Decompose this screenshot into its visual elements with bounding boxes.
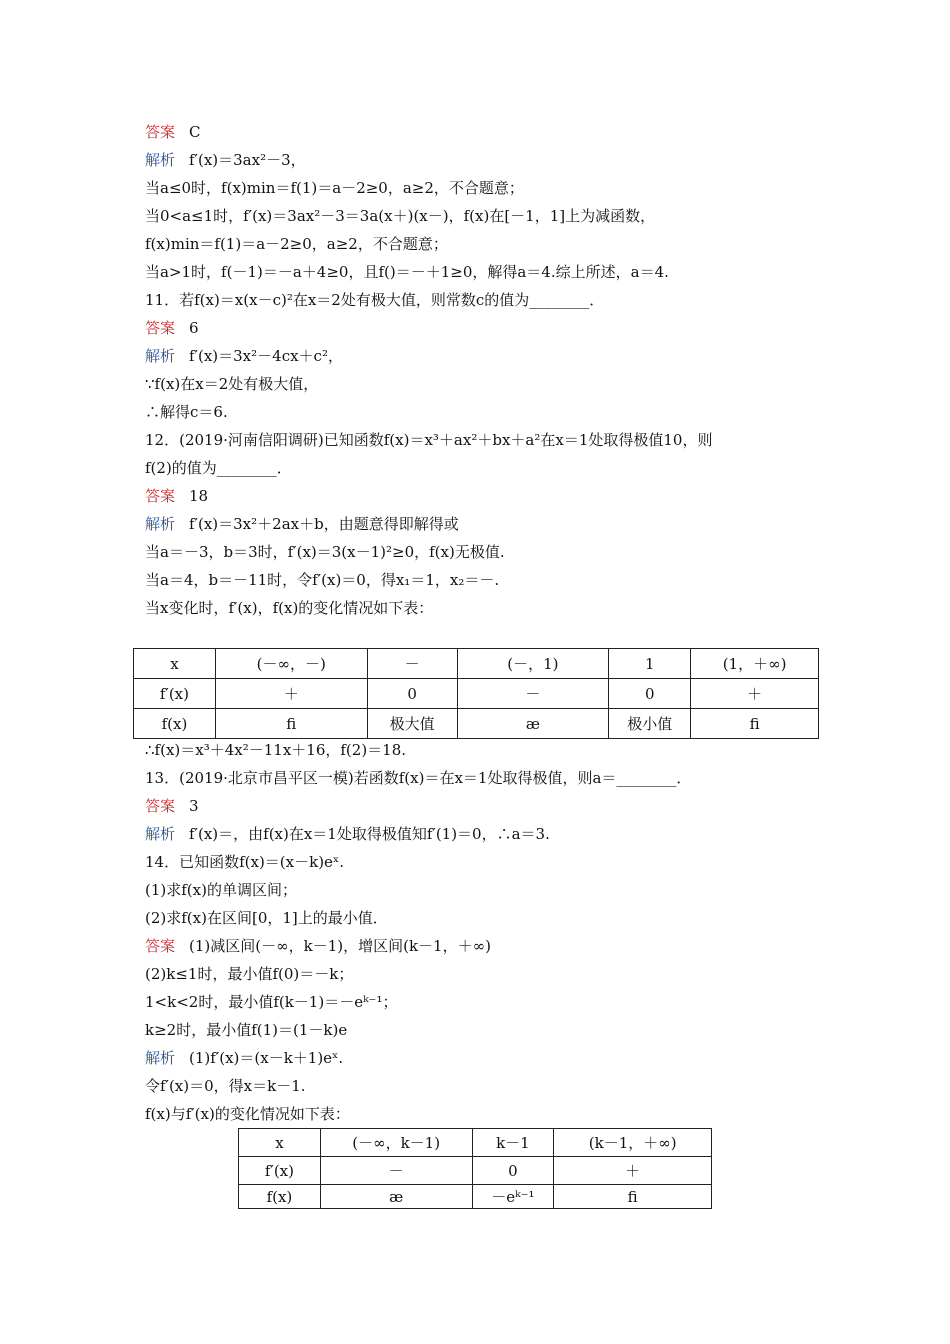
table-cell: æ bbox=[457, 709, 609, 739]
table-cell: － bbox=[367, 649, 457, 679]
text-line bbox=[145, 1020, 347, 1040]
table-cell: (k－1，＋∞) bbox=[554, 1129, 712, 1157]
answer-label: 答案 bbox=[145, 797, 176, 815]
text-line bbox=[145, 1048, 343, 1068]
text-line bbox=[145, 964, 353, 984]
line-text: f′(x)＝3ax²－3， bbox=[189, 151, 306, 169]
table-cell: ﬁ bbox=[215, 709, 367, 739]
answer-label: 答案 bbox=[145, 937, 176, 955]
table-cell: 0 bbox=[472, 1157, 554, 1185]
text-line bbox=[145, 346, 343, 366]
analysis-label: 解析 bbox=[145, 515, 176, 533]
text-line bbox=[145, 542, 505, 562]
table-row bbox=[134, 679, 819, 709]
table-cell: f′(x) bbox=[134, 679, 216, 709]
line-text: k≥2时，最小值f(1)＝(1－k)e bbox=[145, 1021, 348, 1039]
table-cell: 极大值 bbox=[367, 709, 457, 739]
table-cell: (－∞，－) bbox=[215, 649, 367, 679]
text-line bbox=[145, 262, 669, 282]
line-text: 当x变化时，f′(x)，f(x)的变化情况如下表： bbox=[145, 599, 434, 617]
text-line bbox=[145, 402, 228, 422]
line-text: 当a>1时，f(－1)＝－a＋4≥0，且f()＝－＋1≥0，解得a＝4.综上所述，a＝4. bbox=[145, 263, 669, 281]
text-line bbox=[145, 936, 491, 956]
text-line bbox=[145, 514, 459, 534]
line-text: 当0<a≤1时，f′(x)＝3ax²－3＝3a(x＋)(x－)，f(x)在[－1，1]上为减函数， bbox=[145, 207, 656, 225]
table-cell: － bbox=[457, 679, 609, 709]
text-line bbox=[145, 150, 306, 170]
table-row bbox=[239, 1129, 712, 1157]
table-cell: f(x) bbox=[239, 1185, 321, 1209]
question-12 bbox=[145, 430, 712, 450]
table-cell: x bbox=[134, 649, 216, 679]
table-cell: ﬁ bbox=[554, 1185, 712, 1209]
text-line bbox=[145, 234, 448, 254]
analysis-label: 解析 bbox=[145, 151, 176, 169]
line-text: C bbox=[189, 123, 201, 141]
line-text: 令f′(x)＝0，得x＝k－1. bbox=[145, 1077, 306, 1095]
text-line bbox=[145, 740, 406, 760]
text-line bbox=[145, 486, 208, 506]
line-text: ∵f(x)在x＝2处有极大值， bbox=[145, 375, 319, 393]
table-cell: 0 bbox=[609, 679, 691, 709]
text-line bbox=[145, 1104, 350, 1124]
line-text: 18 bbox=[189, 487, 209, 505]
line-text: 13．(2019·北京市昌平区一模)若函数f(x)＝在x＝1处取得极值，则a＝________． bbox=[145, 769, 692, 787]
text-line bbox=[145, 318, 199, 338]
text-line bbox=[145, 908, 388, 928]
table-cell: k－1 bbox=[472, 1129, 554, 1157]
table-cell: －eᵏ⁻¹ bbox=[472, 1185, 554, 1209]
line-text: f′(x)＝3x²－4cx＋c²， bbox=[189, 347, 343, 365]
line-text: (2)求f(x)在区间[0，1]上的最小值． bbox=[145, 909, 388, 927]
table-cell: ﬁ bbox=[691, 709, 819, 739]
table-cell: 0 bbox=[367, 679, 457, 709]
text-line bbox=[145, 122, 201, 142]
table-cell: f′(x) bbox=[239, 1157, 321, 1185]
line-text: f(2)的值为________． bbox=[145, 459, 292, 477]
table-cell: ＋ bbox=[691, 679, 819, 709]
text-line bbox=[145, 458, 292, 478]
text-line bbox=[145, 796, 199, 816]
text-line bbox=[145, 598, 433, 618]
table-cell: (－，1) bbox=[457, 649, 609, 679]
answer-label: 答案 bbox=[145, 123, 176, 141]
text-line bbox=[145, 880, 297, 900]
line-text: (2)k≤1时，最小值f(0)＝－k； bbox=[145, 965, 354, 983]
line-text: f(x)与f′(x)的变化情况如下表： bbox=[145, 1105, 350, 1123]
answer-label: 答案 bbox=[145, 487, 176, 505]
line-text: 11．若f(x)＝x(x－c)²在x＝2处有极大值，则常数c的值为________． bbox=[145, 291, 605, 309]
line-text: 1<k<2时，最小值f(k－1)＝－eᵏ⁻¹； bbox=[145, 993, 398, 1011]
table-cell: ＋ bbox=[215, 679, 367, 709]
table-cell: ＋ bbox=[554, 1157, 712, 1185]
variation-table-2 bbox=[238, 1128, 712, 1209]
analysis-label: 解析 bbox=[145, 825, 176, 843]
text-line bbox=[145, 178, 524, 198]
table-cell: f(x) bbox=[134, 709, 216, 739]
line-text: 6 bbox=[189, 319, 199, 337]
table-row bbox=[239, 1185, 712, 1209]
line-text: 当a＝－3，b＝3时，f′(x)＝3(x－1)²≥0，f(x)无极值. bbox=[145, 543, 505, 561]
table-cell: (－∞，k－1) bbox=[320, 1129, 472, 1157]
line-text: (1)减区间(－∞，k－1)，增区间(k－1，＋∞) bbox=[189, 937, 491, 955]
line-text: f′(x)＝3x²＋2ax＋b，由题意得即解得或 bbox=[189, 515, 459, 533]
line-text: 12．(2019·河南信阳调研)已知函数f(x)＝x³＋ax²＋bx＋a²在x＝1处取得极值10，则 bbox=[145, 431, 713, 449]
text-line bbox=[145, 1076, 306, 1096]
answer-label: 答案 bbox=[145, 319, 176, 337]
table-cell: x bbox=[239, 1129, 321, 1157]
text-line bbox=[145, 570, 499, 590]
table-cell: 1 bbox=[609, 649, 691, 679]
question-13 bbox=[145, 768, 691, 788]
analysis-label: 解析 bbox=[145, 1049, 176, 1067]
text-line bbox=[145, 374, 318, 394]
question-11 bbox=[145, 290, 604, 310]
line-text: 3 bbox=[189, 797, 199, 815]
text-line bbox=[145, 206, 655, 226]
line-text: (1)f′(x)＝(x－k＋1)eˣ. bbox=[189, 1049, 344, 1067]
line-text: f′(x)＝，由f(x)在x＝1处取得极值知f′(1)＝0，∴a＝3. bbox=[189, 825, 550, 843]
line-text: 当a≤0时，f(x)min＝f(1)＝a－2≥0，a≥2，不合题意； bbox=[145, 179, 524, 197]
line-text: 14．已知函数f(x)＝(x－k)eˣ. bbox=[145, 853, 345, 871]
line-text: (1)求f(x)的单调区间； bbox=[145, 881, 297, 899]
table-row bbox=[134, 649, 819, 679]
table-row bbox=[134, 709, 819, 739]
variation-table-1 bbox=[133, 648, 819, 739]
table-cell: － bbox=[320, 1157, 472, 1185]
table-cell: æ bbox=[320, 1185, 472, 1209]
line-text: ∴解得c＝6. bbox=[145, 403, 228, 421]
analysis-label: 解析 bbox=[145, 347, 176, 365]
table-row bbox=[239, 1157, 712, 1185]
line-text: ∴f(x)＝x³＋4x²－11x＋16，f(2)＝18. bbox=[145, 741, 407, 759]
line-text: 当a＝4，b＝－11时，令f′(x)＝0，得x₁＝1，x₂＝－. bbox=[145, 571, 500, 589]
table-cell: 极小值 bbox=[609, 709, 691, 739]
table-cell: (1，＋∞) bbox=[691, 649, 819, 679]
line-text: f(x)min＝f(1)＝a－2≥0，a≥2，不合题意； bbox=[145, 235, 448, 253]
text-line bbox=[145, 824, 550, 844]
text-line bbox=[145, 992, 397, 1012]
question-14 bbox=[145, 852, 344, 872]
